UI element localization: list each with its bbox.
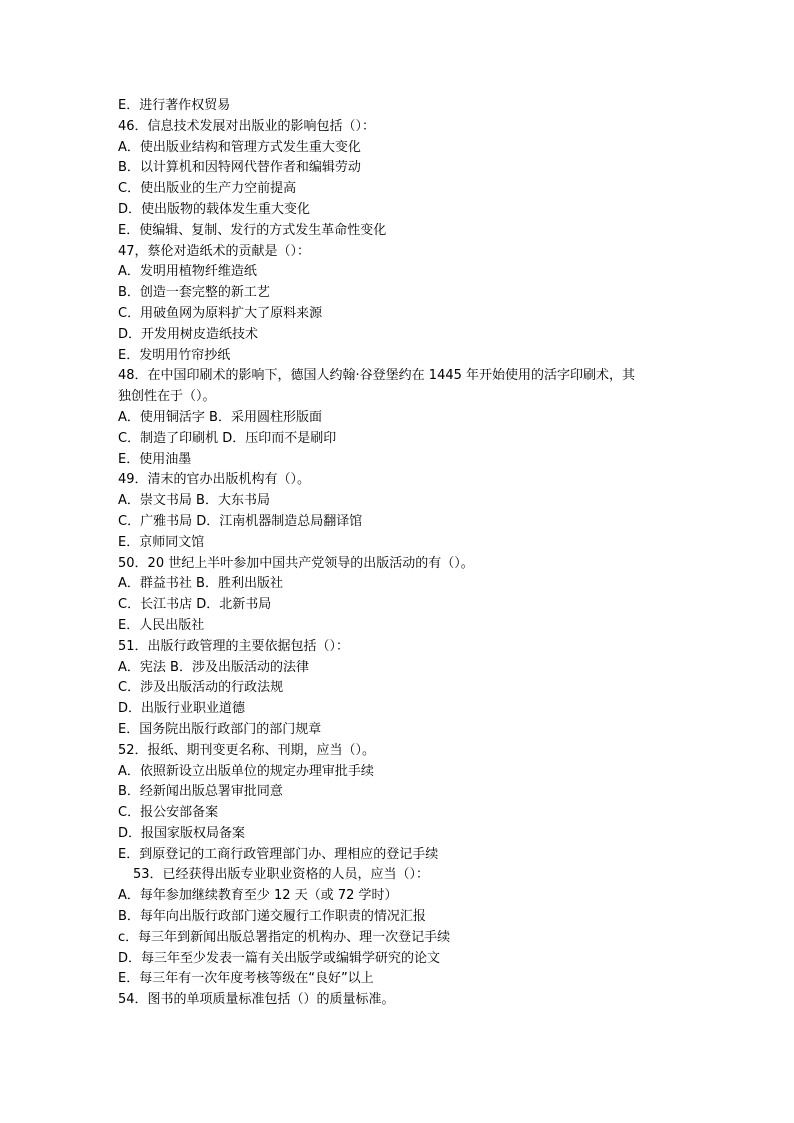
option-line: A．宪法 B．涉及出版活动的法律 <box>118 659 309 675</box>
option-line: D．使出版物的载体发生重大变化 <box>118 201 311 217</box>
question-line: 47，蔡伦对造纸术的贡献是（）： <box>118 243 311 259</box>
option-line: D．出版行业职业道德 <box>118 701 246 717</box>
option-line: E．进行著作权贸易 <box>118 98 231 113</box>
option-line: E．每三年有一次年度考核等级在“良好”以上 <box>118 971 374 987</box>
option-line: E．使编辑、复制、发行的方式发生革命性变化 <box>118 222 387 238</box>
option-line: E．到原登记的工商行政管理部门办、理相应的登记手续 <box>118 846 439 862</box>
option-line: A．使用铜活字 B．采用圆柱形版面 <box>118 409 322 425</box>
option-line: A．每年参加继续教育至少 12 天（或 72 学时） <box>118 888 398 904</box>
option-line: E．发明用竹帘抄纸 <box>118 347 231 363</box>
question-line: 48．在中国印刷术的影响下，德国人约翰·谷登堡约在 1445 年开始使用的活字印刷术，其 <box>118 368 636 384</box>
option-line: A．使出版业结构和管理方式发生重大变化 <box>118 139 361 155</box>
option-line: C．报公安部备案 <box>118 805 219 821</box>
option-line: E．京师同文馆 <box>118 534 205 550</box>
question-line: 53．已经获得出版专业职业资格的人员，应当（）： <box>133 867 430 883</box>
question-line: 50．20 世纪上半叶参加中国共产党领导的出版活动的有（）。 <box>118 555 474 571</box>
question-line-continued: 独创性在于（）。 <box>118 389 216 405</box>
option-line: B．创造一套完整的新工艺 <box>118 285 270 301</box>
option-line: E．人民出版社 <box>118 617 205 633</box>
option-line: B．以计算机和因特网代替作者和编辑劳动 <box>118 160 361 176</box>
option-line: C．制造了印刷机 D．压印而不是刷印 <box>118 430 337 446</box>
option-line: D．开发用树皮造纸技术 <box>118 326 259 342</box>
option-line: E．国务院出版行政部门的部门规章 <box>118 721 322 737</box>
option-line: E．使用油墨 <box>118 451 192 467</box>
option-line: B．经新闻出版总署审批同意 <box>118 784 283 800</box>
option-line: D．报国家版权局备案 <box>118 825 246 841</box>
option-line: C．长江书店 D．北新书局 <box>118 597 272 613</box>
option-line: D．每三年至少发表一篇有关出版学或编辑学研究的论文 <box>118 950 441 966</box>
option-line: A．发明用植物纤维造纸 <box>118 264 257 280</box>
option-line: c．每三年到新闻出版总署指定的机构办、理一次登记手续 <box>118 929 451 945</box>
option-line: C．广雅书局 D．江南机器制造总局翻译馆 <box>118 513 363 529</box>
option-line: C．用破鱼网为原料扩大了原料来源 <box>118 305 323 321</box>
option-line: A．群益书社 B．胜利出版社 <box>118 576 283 592</box>
option-line: A．崇文书局 B．大东书局 <box>118 493 270 509</box>
question-line: 49．清末的官办出版机构有（）。 <box>118 472 311 488</box>
option-line: B．每年向出版行政部门递交履行工作职责的情况汇报 <box>118 909 426 925</box>
question-line: 46．信息技术发展对出版业的影响包括（）： <box>118 118 376 134</box>
option-line: A．依照新设立出版单位的规定办理审批手续 <box>118 763 374 779</box>
question-line: 54．图书的单项质量标准包括（）的质量标准。 <box>118 992 395 1008</box>
question-line: 51．出版行政管理的主要依据包括（）： <box>118 638 350 654</box>
question-line: 52．报纸、期刊变更名称、刊期，应当（）。 <box>118 742 376 758</box>
option-line: C．使出版业的生产力空前提高 <box>118 181 297 197</box>
document-body <box>118 96 678 1011</box>
option-line: C．涉及出版活动的行政法规 <box>118 680 284 696</box>
